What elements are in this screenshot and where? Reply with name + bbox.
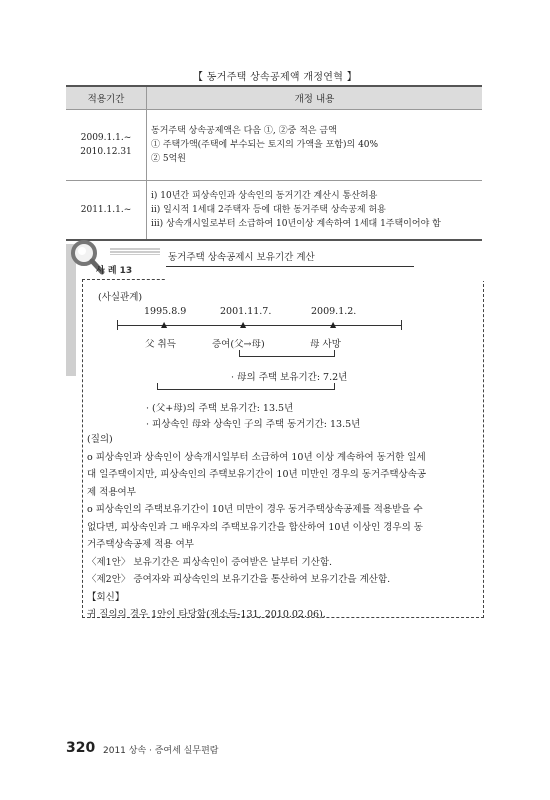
cohabitation-period: · 피상속인 母와 상속인 子의 주택 동거기간: 13.5년 [146,419,361,430]
combined-period: · (父+母)의 주택 보유기간: 13.5년 [146,403,294,414]
timeline-date: 2009.1.2. [311,306,357,317]
answer-text: 귀 질의의 경우 1안이 타당함(재소득-131, 2010.02.06). [87,609,326,620]
period-start: 2011.1.1.~ [80,205,132,215]
book-title: 2011 상속 · 증여세 실무편람 [103,746,219,756]
timeline-date: 1995.8.9 [144,306,187,317]
timeline-event: 父 취득 [145,339,176,350]
question-label: (질의) [87,434,113,445]
content-line: ② 5억원 [151,154,186,164]
box-top-cover [166,278,484,281]
timeline-event: 증여(父→母) [212,339,265,350]
table-row [66,181,482,241]
header-period: 적용기간 [66,86,147,110]
timeline-marker: ▲ [330,320,337,329]
answer-label: 【회신】 [87,591,125,603]
page-number: 320 [66,740,96,756]
row-period [66,181,147,241]
case-title: 동거주택 상속공제시 보유기간 계산 [168,252,315,263]
option-1: 〈제1안〉 보유기간은 피상속인이 증여받은 날부터 기산함. [87,556,333,568]
table-row [66,110,482,181]
content-line: ① 주택가액(주택에 부수되는 토지의 가액을 포함)의 40% [151,140,379,150]
facts-label: (사실관계) [98,292,143,303]
case-label: 사 례 13 [96,266,133,276]
timeline-axis [117,325,402,326]
period-start: 2009.1.1.~ [80,133,132,143]
content-line: ⅰ) 10년간 피상속인과 상속인의 동거기간 계산시 통산허용 [151,191,378,201]
question-line: 없다면, 피상속인과 그 배우자의 주택보유기간을 합산하여 10년 이상인 경우의 동 [87,521,423,533]
timeline-event: 母 사망 [310,339,341,350]
timeline-marker: ▲ [240,320,247,329]
timeline-marker: ▲ [161,320,168,329]
content-line: 동거주택 상속공제액은 다음 ①, ②중 적은 금액 [151,126,337,136]
question-line: o 피상속인과 상속인이 상속개시일부터 소급하여 10년 이상 계속하여 동거한 일세 [87,451,426,463]
title-underline [166,266,414,267]
question-line: o 피상속인의 주택보유기간이 10년 미만이 경우 동거주택상속공제를 적용받을 수 [87,504,423,515]
timeline-end-tick [401,320,402,330]
table-header-row [66,86,482,110]
period-end: 2010.12.31 [80,147,132,157]
mother-period: · 母의 주택 보유기간: 7.2년 [231,372,348,383]
option-2: 〈제2안〉 증여자와 피상속인의 보유기간을 통산하여 보유기간을 계산함. [87,574,391,585]
decor-lines [110,247,160,255]
content-line: ⅱ) 일시적 1세대 2주택자 등에 대한 동거주택 상속공제 허용 [151,205,386,215]
table-title: 【 동거주택 상속공제액 개정연혁 】 [193,72,357,83]
revision-table [66,85,482,241]
question-line: 대 일주택이지만, 피상속인의 주택보유기간이 10년 미만인 경우의 동거주택상속공 [87,469,427,480]
row-period [66,110,147,181]
content-line: ⅲ) 상속개시일로부터 소급하여 10년이상 계속하여 1세대 1주택이어야 함 [151,219,441,229]
header-content: 개정 내용 [147,86,483,110]
row-content [147,181,483,241]
row-content [147,110,483,181]
timeline-date: 2001.11.7. [220,306,272,317]
question-block [87,431,477,624]
question-line: 거주택상속공제 적용 여부 [87,539,194,550]
timeline-start-tick [117,320,118,330]
combined-period-bracket [157,383,335,390]
mother-period-bracket [239,350,335,357]
question-line: 제 적용여부 [87,486,136,498]
